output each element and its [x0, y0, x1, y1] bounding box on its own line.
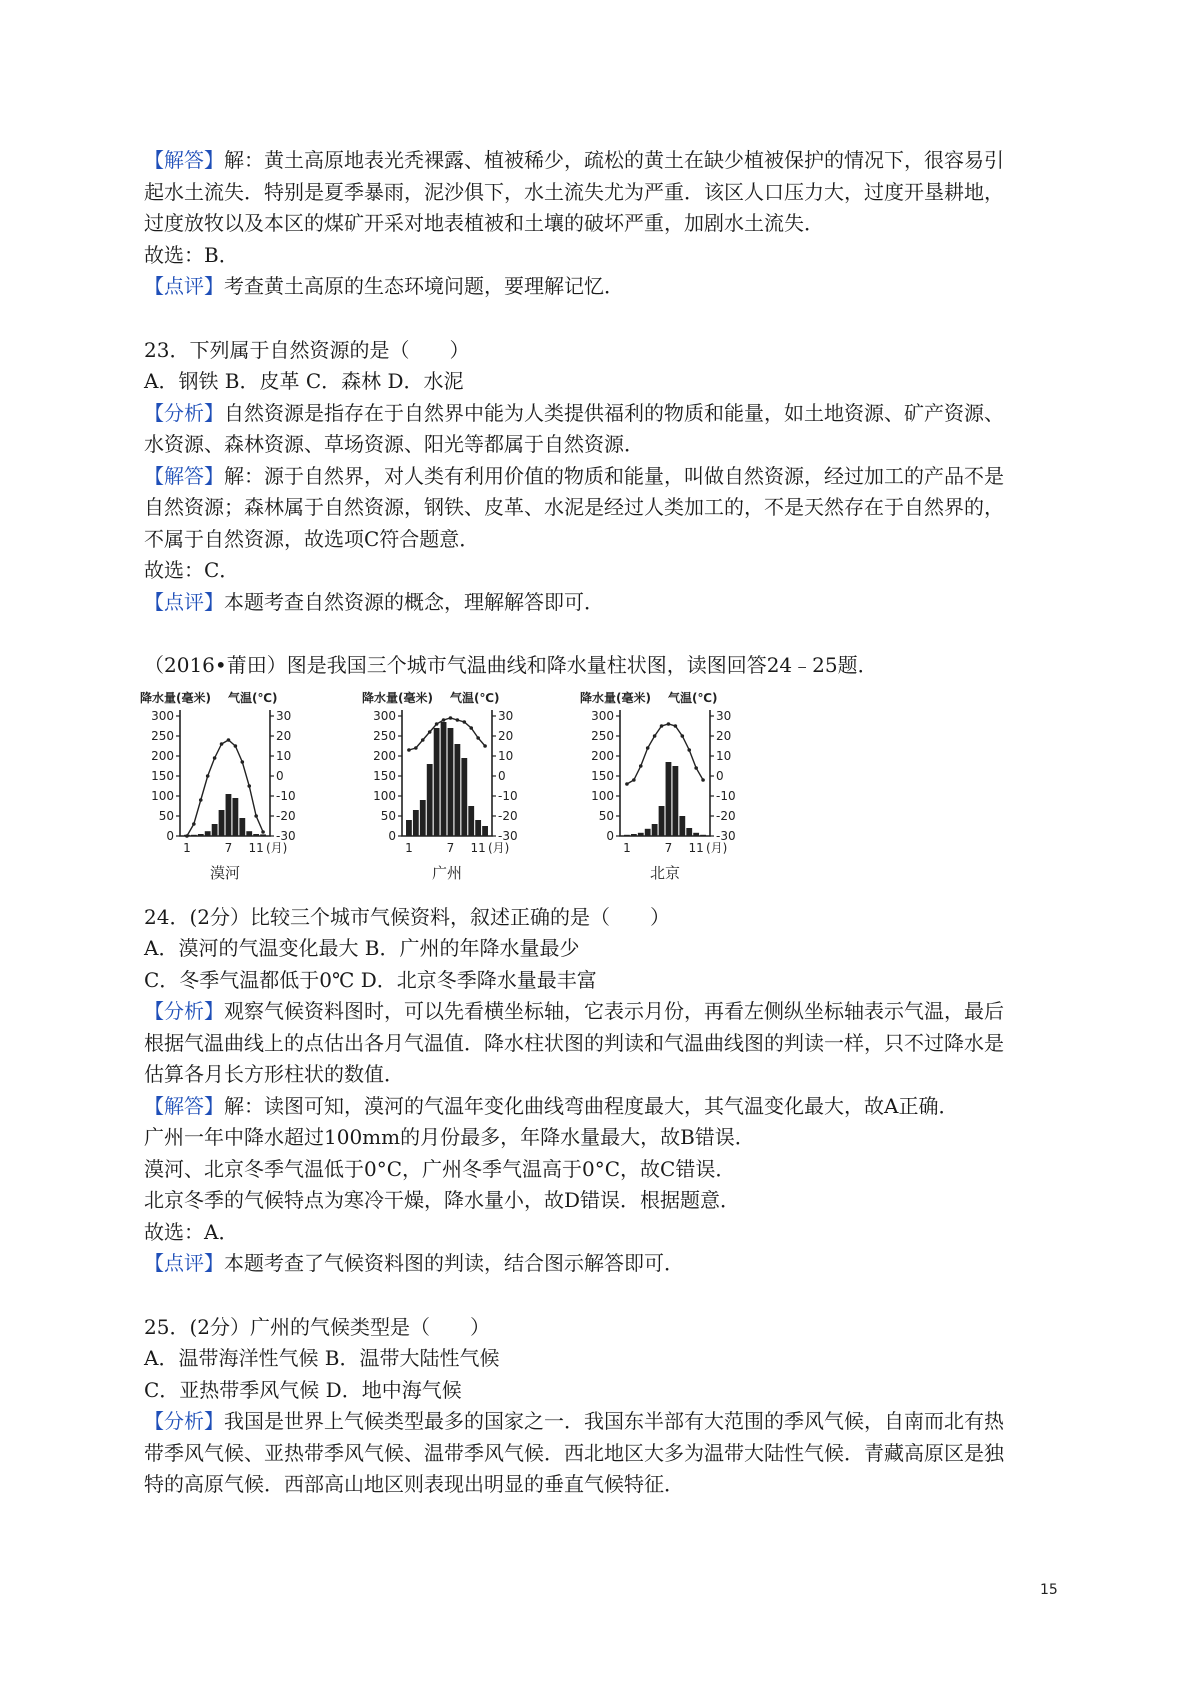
month-tick-label: 11: [248, 841, 264, 855]
precip-bar: [482, 826, 488, 836]
precip-axis-label: 降水量(毫米): [362, 691, 433, 705]
text-line: [144, 493, 1004, 521]
temp-tick-label: -30: [498, 829, 518, 843]
line-text: 起水土流失．特别是夏季暴雨，泥沙俱下，水土流失尤为严重．该区人口压力大，过度开垦耕地，: [144, 180, 1004, 204]
line-text: 23．下列属于自然资源的是（ ）: [144, 338, 470, 362]
temp-curve: [409, 718, 485, 750]
precip-tick-label: 50: [158, 809, 174, 823]
line-text: 解：黄土高原地表光秃裸露、植被稀少，疏松的黄土在缺少植被保护的情况下，很容易引: [224, 148, 1004, 172]
temp-point: [206, 774, 210, 778]
x-axis-label: (月): [266, 841, 288, 855]
section-tag: 【解答】: [144, 464, 224, 488]
temp-tick-label: 20: [276, 729, 292, 743]
temp-point: [213, 756, 217, 760]
text-line: [144, 241, 239, 269]
line-text: 特的高原气候．西部高山地区则表现出明显的垂直气候特征．: [144, 1472, 684, 1496]
line-text: A．漠河的气温变化最大 B．广州的年降水量最少: [144, 936, 580, 960]
line-text: 故选：A．: [144, 1220, 239, 1244]
precip-tick-label: 100: [151, 789, 174, 803]
temp-tick-label: -20: [498, 809, 518, 823]
precip-tick-label: 0: [606, 829, 614, 843]
line-text: C．亚热带季风气候 D．地中海气候: [144, 1378, 462, 1402]
precip-tick-label: 0: [388, 829, 396, 843]
temp-point: [701, 778, 705, 782]
temp-point: [687, 748, 691, 752]
line-text: 过度放牧以及本区的煤矿开采对地表植被和土壤的破坏严重，加剧水土流失．: [144, 211, 824, 235]
section-tag: 【点评】: [144, 274, 224, 298]
page-number: 15: [1040, 1582, 1058, 1598]
precip-bar: [406, 820, 412, 836]
month-tick-label: 11: [688, 841, 704, 855]
precip-bar: [624, 835, 630, 836]
temp-point: [261, 830, 265, 834]
temp-tick-label: 30: [276, 709, 292, 723]
temp-point: [456, 718, 460, 722]
temp-tick-label: 0: [498, 769, 506, 783]
precip-bar: [461, 758, 467, 836]
precip-tick-label: 50: [598, 809, 614, 823]
precip-bar: [413, 810, 419, 836]
precip-bar: [666, 762, 672, 836]
month-tick-label: 7: [664, 841, 673, 855]
text-line: [144, 209, 824, 237]
temp-axis-label: 气温(℃): [450, 691, 500, 705]
line-text: A．温带海洋性气候 B．温带大陆性气候: [144, 1346, 500, 1370]
temp-point: [241, 760, 245, 764]
temp-curve: [187, 740, 263, 836]
temp-point: [199, 798, 203, 802]
text-line: [144, 1060, 404, 1088]
precip-tick-label: 50: [380, 809, 396, 823]
line-text: 本题考查了气候资料图的判读，结合图示解答即可．: [224, 1251, 684, 1275]
temp-tick-label: 30: [498, 709, 514, 723]
line-text: 故选：C．: [144, 558, 240, 582]
line-text: 根据气温曲线上的点估出各月气温值．降水柱状图的判读和气温曲线图的判读一样，只不过降水是: [144, 1031, 1004, 1055]
precip-bar: [659, 806, 665, 836]
precip-tick-label: 200: [373, 749, 396, 763]
temp-point: [227, 738, 231, 742]
precip-bar: [212, 824, 218, 836]
precip-bar: [475, 820, 481, 836]
text-line: [144, 272, 624, 300]
precip-tick-label: 250: [373, 729, 396, 743]
climate-chart-beijing: [580, 688, 810, 886]
temp-point: [469, 726, 473, 730]
line-text: 考查黄土高原的生态环境问题，要理解记忆．: [224, 274, 624, 298]
temp-point: [476, 736, 480, 740]
line-text: 自然资源；森林属于自然资源，钢铁、皮革、水泥是经过人类加工的，不是天然存在于自然界的，: [144, 495, 1004, 519]
month-tick-label: 11: [470, 841, 486, 855]
precip-bar: [645, 829, 651, 836]
precip-bar: [219, 810, 225, 836]
temp-point: [234, 744, 238, 748]
text-line: [144, 997, 1004, 1025]
temp-curve: [627, 724, 703, 784]
section-tag: 【解答】: [144, 148, 224, 172]
text-line: [144, 336, 469, 364]
text-line: [144, 966, 597, 994]
precip-bar: [693, 833, 699, 836]
precip-bar: [652, 824, 658, 836]
text-line: [144, 1407, 1004, 1435]
precip-tick-label: 100: [373, 789, 396, 803]
precip-bar: [686, 828, 692, 836]
section-tag: 【分析】: [144, 1409, 224, 1433]
text-line: [144, 367, 464, 395]
text-line: [144, 903, 670, 931]
temp-point: [694, 766, 698, 770]
chart-title: 北京: [649, 864, 681, 882]
text-line: [144, 1186, 740, 1214]
line-text: 自然资源是指存在于自然界中能为人类提供福利的物质和能量，如土地资源、矿产资源、: [224, 401, 1004, 425]
month-tick-label: 1: [405, 841, 413, 855]
temp-tick-label: 30: [716, 709, 732, 723]
temp-point: [449, 716, 453, 720]
precip-bar: [700, 835, 706, 836]
x-axis-label: (月): [706, 841, 728, 855]
climate-chart-guangzhou: [362, 688, 592, 886]
text-line: [144, 1092, 958, 1120]
precip-bar: [191, 835, 197, 836]
line-text: 广州一年中降水超过100mm的月份最多，年降水量最大，故B错误．: [144, 1125, 755, 1149]
text-line: [144, 1029, 1004, 1057]
chart-title: 漠河: [209, 864, 241, 882]
temp-tick-label: 20: [716, 729, 732, 743]
month-tick-label: 1: [623, 841, 631, 855]
text-line: [144, 588, 604, 616]
precip-bar: [420, 800, 426, 836]
text-line: [144, 430, 644, 458]
text-line: [144, 399, 1004, 427]
temp-tick-label: -10: [716, 789, 736, 803]
line-text: 估算各月长方形柱状的数值．: [144, 1062, 404, 1086]
temp-tick-label: -30: [276, 829, 296, 843]
temp-tick-label: 10: [498, 749, 514, 763]
temp-point: [192, 822, 196, 826]
chart-svg: [140, 688, 370, 886]
precip-bar: [679, 816, 685, 836]
temp-tick-label: -10: [276, 789, 296, 803]
temp-tick-label: 10: [716, 749, 732, 763]
temp-point: [463, 720, 467, 724]
text-line: [144, 1218, 238, 1246]
precip-bar: [232, 798, 238, 836]
precip-tick-label: 250: [151, 729, 174, 743]
precip-bar: [198, 834, 204, 836]
precip-bar: [631, 834, 637, 836]
text-line: [144, 1344, 500, 1372]
text-line: [144, 934, 580, 962]
precip-tick-label: 150: [591, 769, 614, 783]
precip-tick-label: 150: [151, 769, 174, 783]
temp-point: [407, 748, 411, 752]
precip-bar: [239, 818, 245, 836]
chart-title: 广州: [431, 864, 463, 882]
precip-bar: [672, 766, 678, 836]
line-text: 水资源、森林资源、草场资源、阳光等都属于自然资源．: [144, 432, 644, 456]
temp-tick-label: 0: [716, 769, 724, 783]
precip-axis-label: 降水量(毫米): [140, 691, 211, 705]
temp-tick-label: -10: [498, 789, 518, 803]
text-line: [144, 1155, 735, 1183]
line-text: C．冬季气温都低于0℃ D．北京冬季降水量最丰富: [144, 968, 597, 992]
precip-tick-label: 250: [591, 729, 614, 743]
x-axis-label: (月): [488, 841, 510, 855]
text-line: [144, 1123, 755, 1151]
line-text: 故选：B．: [144, 243, 239, 267]
line-text: 不属于自然资源，故选项C符合题意．: [144, 527, 480, 551]
temp-point: [435, 722, 439, 726]
chart-svg: [580, 688, 810, 886]
month-tick-label: 7: [224, 841, 233, 855]
temp-point: [660, 724, 664, 728]
text-line: [144, 556, 239, 584]
precip-tick-label: 300: [591, 709, 614, 723]
text-line: [144, 146, 1004, 174]
text-line: [144, 462, 1004, 490]
precip-axis-label: 降水量(毫米): [580, 691, 651, 705]
temp-point: [185, 834, 189, 838]
temp-point: [646, 746, 650, 750]
precip-tick-label: 0: [166, 829, 174, 843]
temp-axis-label: 气温(℃): [668, 691, 718, 705]
temp-point: [247, 784, 251, 788]
precip-bar: [448, 728, 454, 836]
precip-bar: [441, 722, 447, 836]
climate-charts: [140, 688, 820, 886]
section-tag: 【分析】: [144, 999, 224, 1023]
precip-tick-label: 150: [373, 769, 396, 783]
temp-tick-label: -30: [716, 829, 736, 843]
precip-bar: [226, 794, 232, 836]
section-tag: 【点评】: [144, 1251, 224, 1275]
precip-bar: [434, 728, 440, 836]
precip-tick-label: 100: [591, 789, 614, 803]
temp-point: [632, 778, 636, 782]
temp-tick-label: 10: [276, 749, 292, 763]
axis-frame: [620, 710, 710, 836]
temp-axis-label: 气温(℃): [228, 691, 278, 705]
temp-point: [625, 782, 629, 786]
text-line: [144, 1313, 490, 1341]
climate-chart-mohe: [140, 688, 370, 886]
line-text: 本题考查自然资源的概念，理解解答即可．: [224, 590, 604, 614]
temp-tick-label: -20: [716, 809, 736, 823]
temp-tick-label: 20: [498, 729, 514, 743]
month-tick-label: 7: [446, 841, 455, 855]
section-tag: 【点评】: [144, 590, 224, 614]
text-line: [144, 1249, 684, 1277]
line-text: 北京冬季的气候特点为寒冷干燥，降水量小，故D错误．根据题意．: [144, 1188, 741, 1212]
precip-bar: [253, 834, 259, 836]
temp-point: [220, 742, 224, 746]
precip-tick-label: 300: [373, 709, 396, 723]
text-line: [144, 1470, 684, 1498]
precip-tick-label: 200: [591, 749, 614, 763]
line-text: 带季风气候、亚热带季风气候、温带季风气候．西北地区大多为温带大陆性气候．青藏高原区是独: [144, 1441, 1004, 1465]
temp-point: [639, 764, 643, 768]
text-line: [144, 178, 1004, 206]
temp-point: [483, 744, 487, 748]
precip-bar: [638, 833, 644, 836]
temp-point: [667, 722, 671, 726]
temp-point: [442, 718, 446, 722]
precip-bar: [427, 764, 433, 836]
line-text: 我国是世界上气候类型最多的国家之一．我国东半部有大范围的季风气候，自南而北有热: [224, 1409, 1004, 1433]
temp-point: [674, 724, 678, 728]
temp-tick-label: 0: [276, 769, 284, 783]
precip-bar: [205, 831, 211, 836]
text-line: [144, 1376, 462, 1404]
text-line: [144, 1439, 1004, 1467]
month-tick-label: 1: [183, 841, 191, 855]
precip-tick-label: 200: [151, 749, 174, 763]
line-text: 漠河、北京冬季气温低于0°C，广州冬季气温高于0°C，故C错误．: [144, 1157, 736, 1181]
line-text: 解：读图可知，漠河的气温年变化曲线弯曲程度最大，其气温变化最大，故A正确．: [224, 1094, 959, 1118]
line-text: （2016•莆田）图是我国三个城市气温曲线和降水量柱状图，读图回答24﹣25题．: [144, 653, 878, 677]
line-text: 24．(2分）比较三个城市气候资料，叙述正确的是（ ）: [144, 905, 670, 929]
temp-point: [681, 734, 685, 738]
precip-bar: [468, 806, 474, 836]
chart-svg: [362, 688, 592, 886]
precip-bar: [246, 831, 252, 836]
temp-point: [653, 734, 657, 738]
temp-point: [421, 738, 425, 742]
temp-point: [428, 730, 432, 734]
precip-bar: [260, 834, 266, 836]
precip-bar: [454, 744, 460, 836]
precip-tick-label: 300: [151, 709, 174, 723]
section-tag: 【分析】: [144, 401, 224, 425]
line-text: 解：源于自然界，对人类有利用价值的物质和能量，叫做自然资源，经过加工的产品不是: [224, 464, 1004, 488]
text-line: [144, 651, 878, 679]
line-text: 25．(2分）广州的气候类型是（ ）: [144, 1315, 490, 1339]
temp-point: [414, 746, 418, 750]
line-text: A．钢铁 B．皮革 C．森林 D．水泥: [144, 369, 464, 393]
section-tag: 【解答】: [144, 1094, 224, 1118]
line-text: 观察气候资料图时，可以先看横坐标轴，它表示月份，再看左侧纵坐标轴表示气温，最后: [224, 999, 1004, 1023]
text-line: [144, 525, 479, 553]
temp-point: [254, 814, 258, 818]
temp-tick-label: -20: [276, 809, 296, 823]
